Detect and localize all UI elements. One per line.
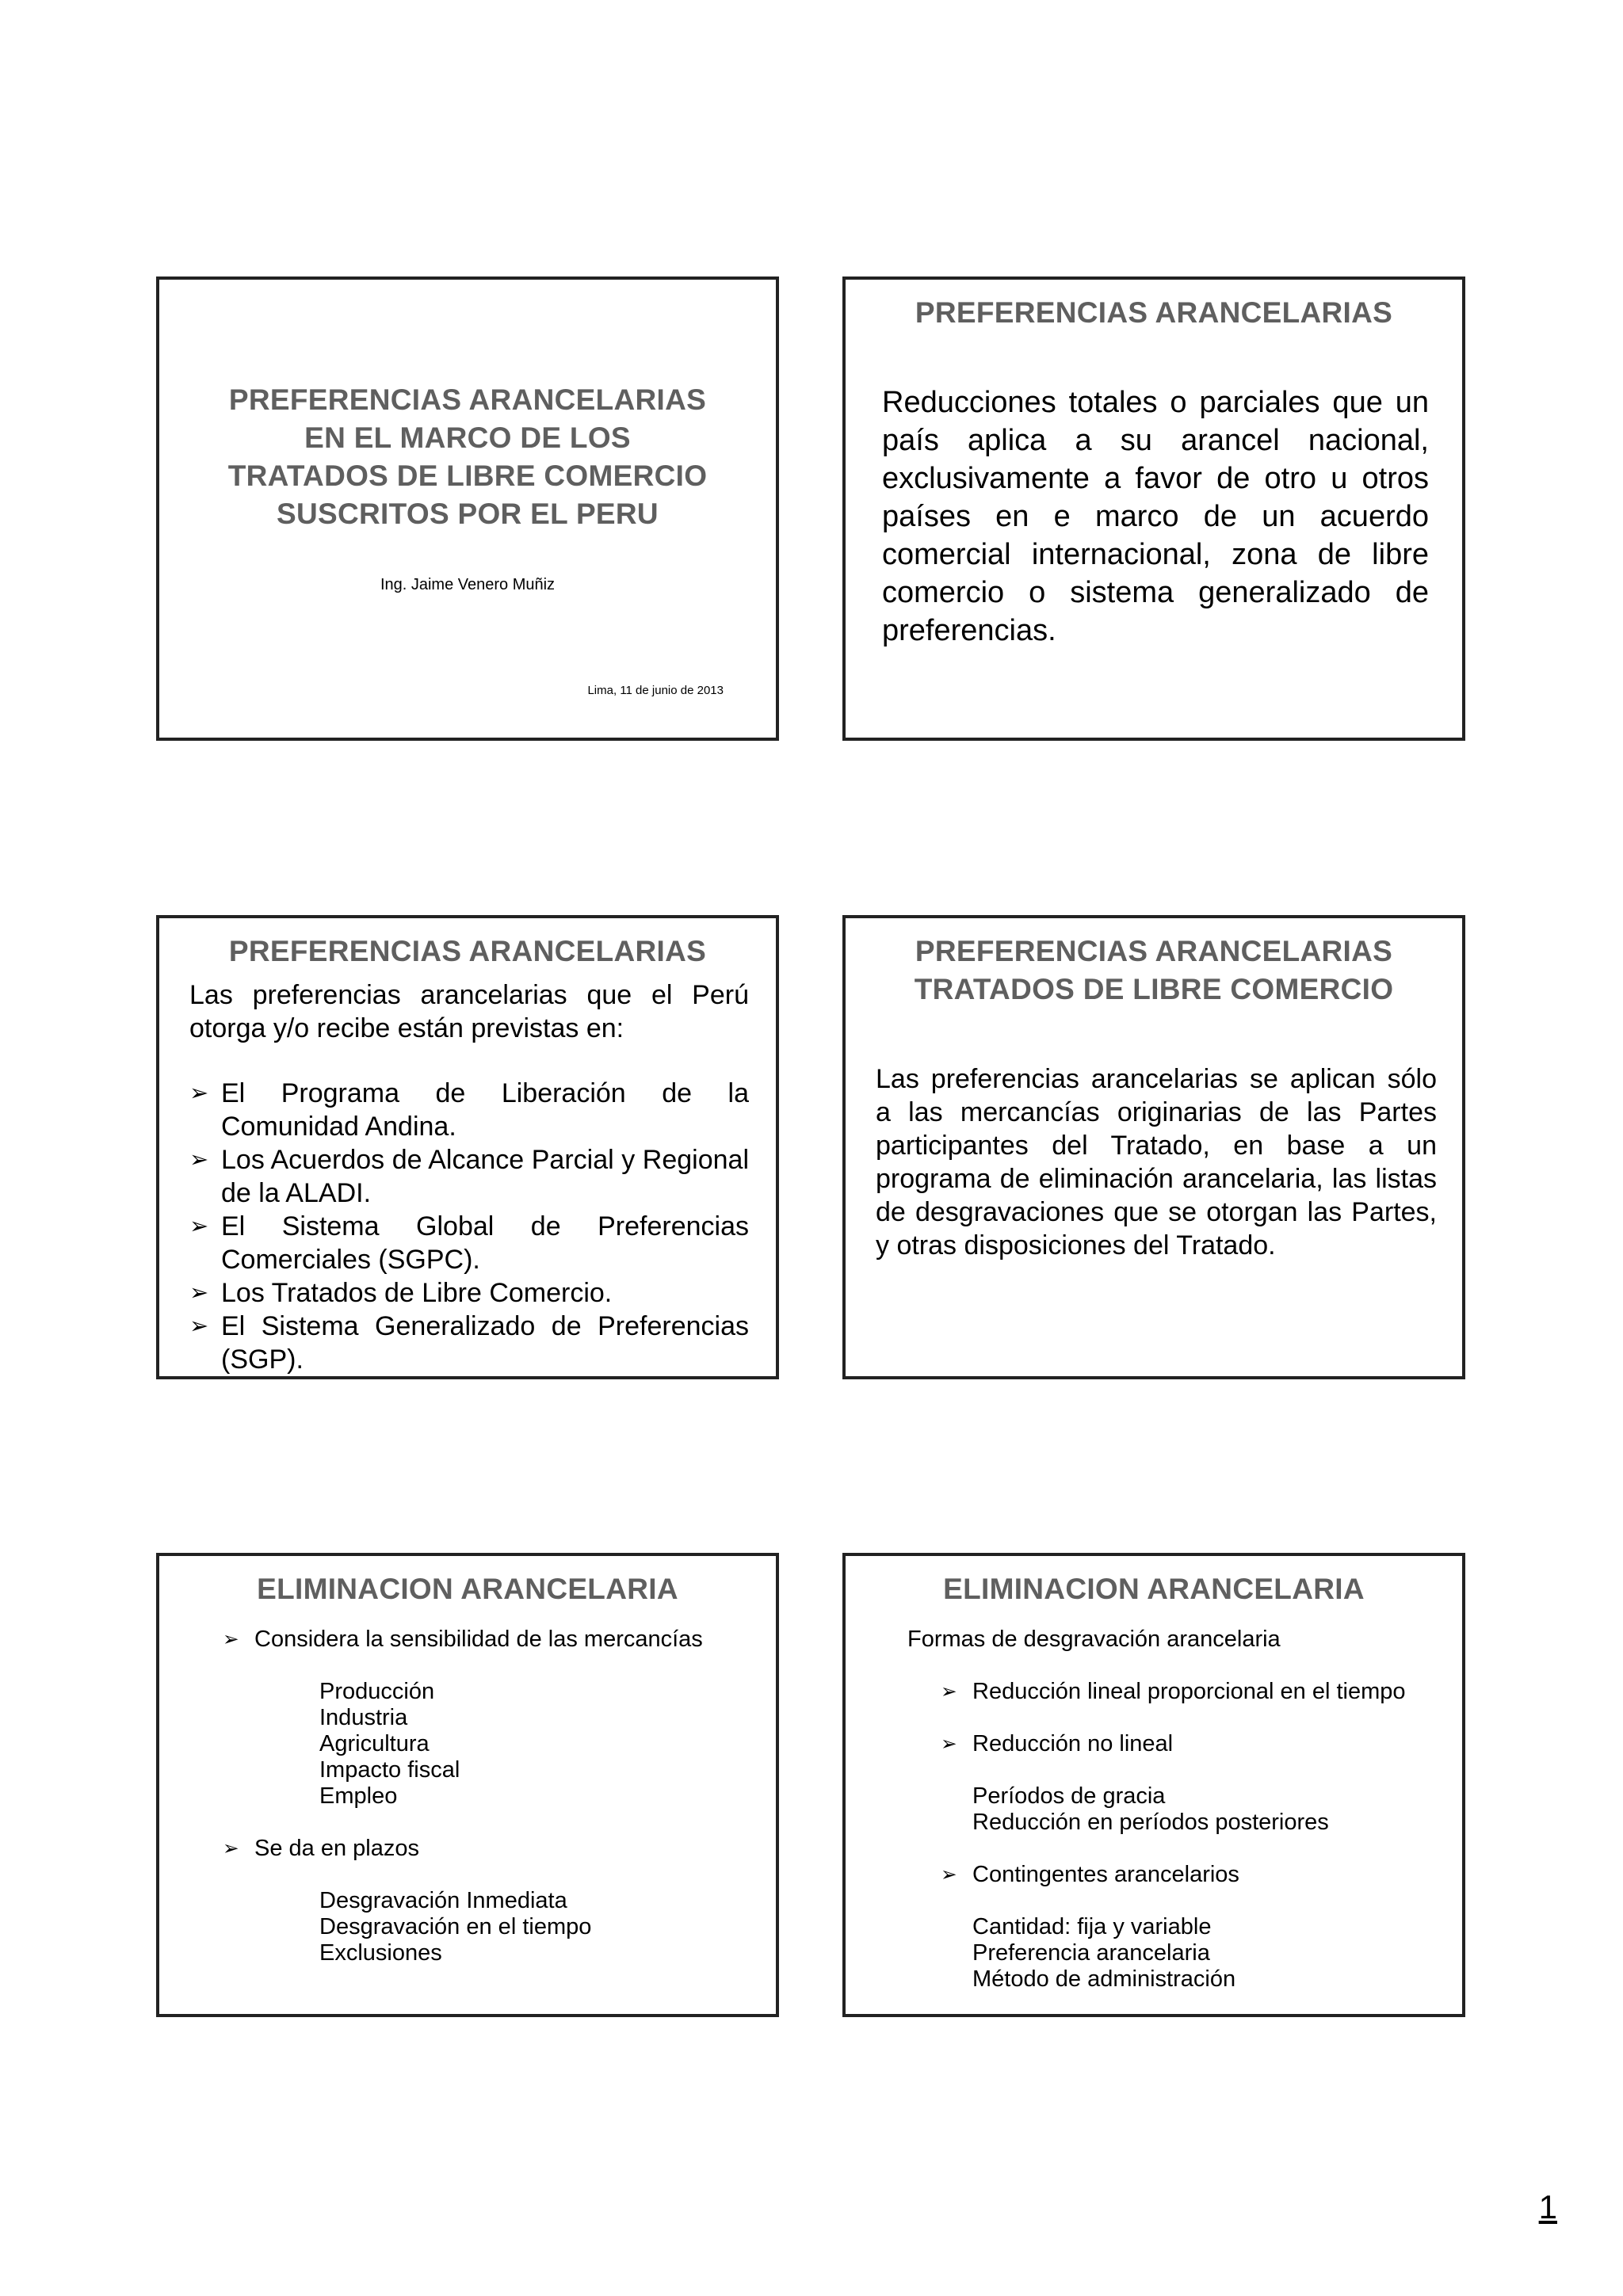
bullet-arrow-icon: ➢ bbox=[189, 1214, 209, 1239]
list-item bbox=[223, 1836, 762, 1862]
sub-item: Cantidad: fija y variable bbox=[972, 1914, 1212, 1939]
sub-item: Preferencia arancelaria bbox=[972, 1940, 1210, 1966]
definition-paragraph: Reducciones totales o parciales que un país aplica a su arancel nacional, exclusivamente a favor de otro u otros países en e marco de un acuerdo comercial internacional, zona de libre comercio o sistema generalizado de preferencias. bbox=[882, 386, 1429, 647]
tlc-paragraph: Las preferencias arancelarias se aplican sólo a las mercancías originarias de las Partes participantes del Tratado, en base a un programa de eliminación arancelaria, las listas de desgravaciones que se otorgan las Partes, y otras disposiciones del Tratado. bbox=[876, 1064, 1437, 1261]
slide-5-title: ELIMINACION ARANCELARIA bbox=[257, 1573, 678, 1605]
title-line: SUSCRITOS POR EL PERU bbox=[277, 498, 659, 530]
title-line: PREFERENCIAS ARANCELARIAS bbox=[915, 935, 1393, 967]
list-item-text: Los Tratados de Libre Comercio. bbox=[221, 1278, 613, 1308]
list-item-text: Contingentes arancelarios bbox=[972, 1862, 1239, 1887]
bullet-arrow-icon: ➢ bbox=[223, 1629, 239, 1650]
slide-6 bbox=[842, 1553, 1465, 2017]
intro-paragraph: Las preferencias arancelarias que el Perú otorga y/o recibe están previstas en: bbox=[189, 980, 749, 1043]
sub-item: Impacto fiscal bbox=[319, 1757, 460, 1783]
list-item-text: El Programa de Liberación de la Comunidad Andina. bbox=[221, 1078, 749, 1142]
list-item bbox=[223, 1627, 762, 1653]
list-item bbox=[941, 1679, 1448, 1705]
author-name: Ing. Jaime Venero Muñiz bbox=[380, 576, 556, 593]
presentation-date: Lima, 11 de junio de 2013 bbox=[587, 684, 724, 697]
sub-item: Agricultura bbox=[319, 1731, 430, 1756]
lead-text: Formas de desgravación arancelaria bbox=[907, 1627, 1281, 1652]
list-item bbox=[189, 1310, 749, 1376]
sub-item: Desgravación en el tiempo bbox=[319, 1914, 592, 1939]
slide-3 bbox=[156, 915, 779, 1379]
slide-2-title: PREFERENCIAS ARANCELARIAS bbox=[915, 296, 1393, 329]
slide-5 bbox=[156, 1553, 779, 2017]
list-item-text: El Sistema Generalizado de Preferencias (SGP). bbox=[221, 1311, 749, 1375]
sub-item: Períodos de gracia bbox=[972, 1783, 1166, 1809]
list-item bbox=[941, 1731, 1448, 1757]
slide-2 bbox=[842, 277, 1465, 741]
list-item-text: Los Acuerdos de Alcance Parcial y Regional de la ALADI. bbox=[221, 1145, 749, 1208]
slide-4 bbox=[842, 915, 1465, 1379]
bullet-arrow-icon: ➢ bbox=[189, 1147, 209, 1173]
sub-item: Industria bbox=[319, 1705, 408, 1730]
page-number: 1 bbox=[1538, 2188, 1557, 2225]
title-line: TRATADOS DE LIBRE COMERCIO bbox=[914, 973, 1394, 1005]
bullet-arrow-icon: ➢ bbox=[189, 1081, 209, 1106]
list-item bbox=[189, 1143, 749, 1210]
sub-item: Método de administración bbox=[972, 1966, 1236, 1992]
slide-1-title bbox=[159, 381, 776, 533]
bullet-arrow-icon: ➢ bbox=[189, 1280, 209, 1306]
bullet-arrow-icon: ➢ bbox=[189, 1314, 209, 1339]
title-line: EN EL MARCO DE LOS bbox=[304, 421, 631, 454]
bullet-arrow-icon: ➢ bbox=[941, 1733, 957, 1755]
list-item bbox=[189, 1077, 749, 1143]
slide-4-title bbox=[846, 933, 1462, 1009]
list-item-text: Se da en plazos bbox=[254, 1836, 419, 1861]
bullet-arrow-icon: ➢ bbox=[223, 1838, 239, 1859]
list-item-text: Reducción no lineal bbox=[972, 1731, 1174, 1756]
bullet-list bbox=[189, 1077, 749, 1376]
list-item-text: Reducción lineal proporcional en el tiempo bbox=[972, 1679, 1406, 1704]
bullet-arrow-icon: ➢ bbox=[941, 1864, 957, 1886]
slide-1 bbox=[156, 277, 779, 741]
list-item bbox=[941, 1862, 1448, 1888]
sub-item: Exclusiones bbox=[319, 1940, 442, 1966]
title-line: PREFERENCIAS ARANCELARIAS bbox=[228, 383, 707, 416]
desgravacion-list bbox=[941, 1679, 1448, 1993]
elimination-list bbox=[223, 1627, 762, 1966]
list-item bbox=[189, 1210, 749, 1276]
bullet-arrow-icon: ➢ bbox=[941, 1681, 957, 1703]
sub-item: Desgravación Inmediata bbox=[319, 1888, 567, 1913]
sub-item: Empleo bbox=[319, 1783, 398, 1809]
title-line: TRATADOS DE LIBRE COMERCIO bbox=[227, 460, 708, 492]
slide-3-title: PREFERENCIAS ARANCELARIAS bbox=[228, 935, 707, 967]
list-item-text: El Sistema Global de Preferencias Comerciales (SGPC). bbox=[221, 1211, 749, 1275]
sub-item: Producción bbox=[319, 1679, 435, 1704]
slide-6-title: ELIMINACION ARANCELARIA bbox=[943, 1573, 1365, 1605]
list-item-text: Considera la sensibilidad de las mercancías bbox=[254, 1627, 703, 1652]
list-item bbox=[189, 1276, 749, 1310]
sub-item: Reducción en períodos posteriores bbox=[972, 1810, 1329, 1835]
